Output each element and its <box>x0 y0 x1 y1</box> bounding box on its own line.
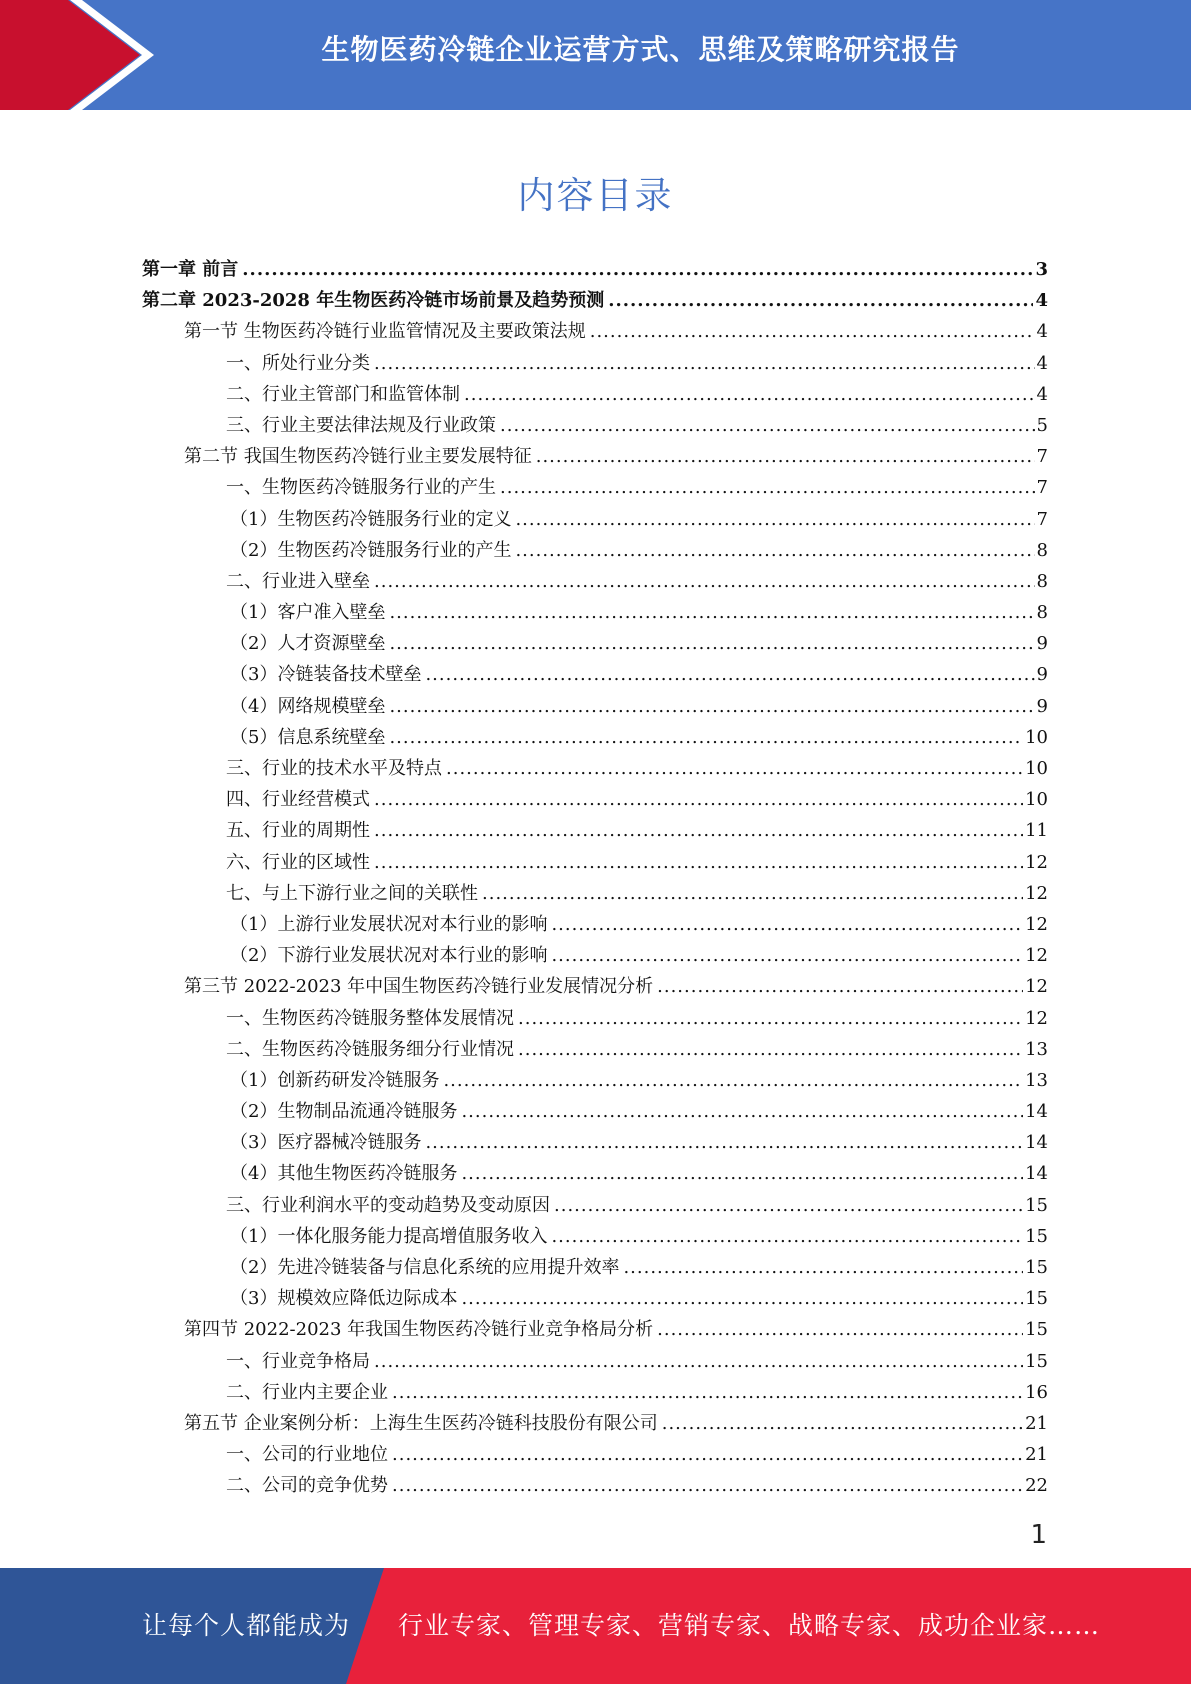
toc-leader-dots <box>443 1065 1023 1096</box>
toc-entry-page: 9 <box>1036 695 1048 717</box>
toc-leader-dots <box>389 628 1034 659</box>
toc-entry-page: 5 <box>1036 414 1048 436</box>
toc-leader-dots <box>374 815 1023 846</box>
toc-entry-page: 12 <box>1025 976 1048 998</box>
toc-entry[interactable] <box>142 597 1048 628</box>
toc-entry[interactable] <box>142 1439 1048 1470</box>
toc-entry-label: 一、公司的行业地位 <box>226 1444 388 1466</box>
toc-entry-label: 第二节 我国生物医药冷链行业主要发展特征 <box>184 446 532 468</box>
toc-leader-dots <box>461 1096 1023 1127</box>
toc-entry-label: 第三节 2022-2023 年中国生物医药冷链行业发展情况分析 <box>184 976 654 998</box>
toc-leader-dots <box>389 597 1034 628</box>
toc-leader-dots <box>392 1470 1023 1501</box>
toc-leader-dots <box>389 722 1023 753</box>
toc-entry[interactable] <box>142 1190 1048 1221</box>
toc-entry-page: 12 <box>1025 945 1048 967</box>
toc-entry-label: 第一章 前言 <box>142 259 239 280</box>
toc-entry[interactable] <box>142 1096 1048 1127</box>
toc-entry[interactable] <box>142 1377 1048 1408</box>
toc-leader-dots <box>482 878 1023 909</box>
toc-entry-label: 第一节 生物医药冷链行业监管情况及主要政策法规 <box>184 321 586 343</box>
toc-entry[interactable] <box>142 410 1048 441</box>
toc-entry[interactable] <box>142 1221 1048 1252</box>
footer-banner <box>0 1568 1191 1684</box>
toc-entry-page: 9 <box>1036 664 1048 686</box>
toc-entry-page: 15 <box>1025 1225 1048 1247</box>
toc-leader-dots <box>425 1127 1023 1158</box>
toc-entry[interactable] <box>142 504 1048 535</box>
toc-entry-label: 五、行业的周期性 <box>226 820 370 842</box>
footer-slogan-left: 让每个人都能成为 <box>142 1611 351 1640</box>
toc-entry-label: （1）一体化服务能力提高增值服务收入 <box>230 1225 548 1247</box>
toc-leader-dots <box>464 379 1035 410</box>
toc-leader-dots <box>518 1034 1023 1065</box>
table-of-contents <box>142 254 1048 1502</box>
toc-entry[interactable] <box>142 1283 1048 1314</box>
toc-entry[interactable] <box>142 847 1048 878</box>
toc-entry[interactable] <box>142 1470 1048 1501</box>
toc-leader-dots <box>551 909 1023 940</box>
toc-leader-dots <box>461 1158 1023 1189</box>
toc-entry-label: （4）网络规模壁垒 <box>230 695 386 717</box>
toc-entry-page: 16 <box>1025 1381 1048 1403</box>
toc-leader-dots <box>623 1252 1023 1283</box>
toc-entry-label: 一、所处行业分类 <box>226 352 370 374</box>
toc-entry-label: 三、行业利润水平的变动趋势及变动原因 <box>226 1194 550 1216</box>
page-number: 1 <box>1030 1520 1047 1550</box>
toc-entry-label: 二、行业进入壁垒 <box>226 570 370 592</box>
toc-entry[interactable] <box>142 691 1048 722</box>
toc-entry-label: （3）医疗器械冷链服务 <box>230 1132 422 1154</box>
toc-leader-dots <box>657 971 1023 1002</box>
toc-entry-page: 21 <box>1025 1412 1048 1434</box>
toc-entry-label: 一、生物医药冷链服务整体发展情况 <box>226 1007 514 1029</box>
toc-entry-label: （2）生物医药冷链服务行业的产生 <box>230 539 512 561</box>
toc-leader-dots <box>608 285 1033 316</box>
toc-entry-page: 7 <box>1036 477 1048 499</box>
toc-leader-dots <box>392 1377 1023 1408</box>
toc-leader-dots <box>374 348 1035 379</box>
toc-leader-dots <box>500 410 1035 441</box>
report-title: 生物医药冷链企业运营方式、思维及策略研究报告 <box>321 33 960 66</box>
toc-entry-label: 三、行业主要法律法规及行业政策 <box>226 414 496 436</box>
toc-leader-dots <box>657 1314 1023 1345</box>
toc-entry[interactable] <box>142 379 1048 410</box>
toc-leader-dots <box>392 1439 1023 1470</box>
toc-entry-label: 二、公司的竞争优势 <box>226 1475 388 1497</box>
toc-entry-label: （2）人才资源壁垒 <box>230 633 386 655</box>
toc-entry-label: 第四节 2022-2023 年我国生物医药冷链行业竞争格局分析 <box>184 1319 654 1341</box>
toc-entry-page: 10 <box>1025 789 1048 811</box>
toc-entry[interactable] <box>142 1346 1048 1377</box>
toc-entry-page: 15 <box>1025 1288 1048 1310</box>
toc-entry-label: 第五节 企业案例分析：上海生生医药冷链科技股份有限公司 <box>184 1412 658 1434</box>
toc-entry-page: 12 <box>1025 913 1048 935</box>
toc-entry-page: 4 <box>1036 321 1048 343</box>
toc-entry[interactable] <box>142 1065 1048 1096</box>
toc-entry-page: 11 <box>1025 820 1048 842</box>
toc-entry[interactable] <box>142 940 1048 971</box>
toc-entry-page: 14 <box>1025 1132 1048 1154</box>
toc-leader-dots <box>551 1221 1023 1252</box>
toc-entry[interactable] <box>142 971 1048 1002</box>
toc-leader-dots <box>515 504 1034 535</box>
toc-entry-label: 四、行业经营模式 <box>226 789 370 811</box>
toc-entry-label: 二、行业内主要企业 <box>226 1381 388 1403</box>
toc-entry-label: 第二章 2023-2028 年生物医药冷链市场前景及趋势预测 <box>142 290 605 312</box>
toc-entry-page: 10 <box>1025 726 1048 748</box>
toc-entry[interactable] <box>142 628 1048 659</box>
toc-heading: 内容目录 <box>517 174 674 217</box>
toc-entry-page: 14 <box>1025 1163 1048 1185</box>
toc-entry[interactable] <box>142 441 1048 472</box>
toc-entry-label: （1）客户准入壁垒 <box>230 602 386 624</box>
toc-entry-label: （4）其他生物医药冷链服务 <box>230 1163 458 1185</box>
toc-entry-label: （2）生物制品流通冷链服务 <box>230 1101 458 1123</box>
toc-entry[interactable] <box>142 472 1048 503</box>
toc-entry-page: 8 <box>1036 570 1048 592</box>
toc-leader-dots <box>242 254 1033 285</box>
toc-leader-dots <box>551 940 1023 971</box>
toc-entry-label: 一、行业竞争格局 <box>226 1350 370 1372</box>
header-arrow-graphic <box>0 0 160 110</box>
toc-leader-dots <box>515 535 1034 566</box>
toc-entry[interactable] <box>142 1003 1048 1034</box>
toc-entry-label: （3）冷链装备技术壁垒 <box>230 664 422 686</box>
footer-slogan-right: 行业专家、管理专家、营销专家、战略专家、成功企业家…… <box>398 1611 1101 1640</box>
toc-entry[interactable] <box>142 535 1048 566</box>
toc-entry-page: 15 <box>1025 1257 1048 1278</box>
toc-entry-page: 9 <box>1036 633 1048 655</box>
toc-entry[interactable] <box>142 909 1048 940</box>
toc-entry[interactable] <box>142 722 1048 753</box>
toc-entry[interactable] <box>142 1314 1048 1345</box>
toc-leader-dots <box>590 316 1035 347</box>
toc-entry-label: （2）下游行业发展状况对本行业的影响 <box>230 945 548 967</box>
toc-entry-page: 21 <box>1025 1444 1048 1466</box>
toc-leader-dots <box>446 753 1023 784</box>
toc-entry[interactable] <box>142 1408 1048 1439</box>
toc-entry[interactable] <box>142 1158 1048 1189</box>
toc-entry[interactable] <box>142 659 1048 690</box>
toc-entry-label: （5）信息系统壁垒 <box>230 726 386 748</box>
toc-entry[interactable] <box>142 1127 1048 1158</box>
toc-entry-page: 13 <box>1025 1069 1048 1091</box>
toc-leader-dots <box>536 441 1035 472</box>
toc-entry-page: 12 <box>1025 851 1048 873</box>
toc-entry-page: 8 <box>1036 539 1048 561</box>
toc-entry-page: 8 <box>1036 602 1048 624</box>
toc-entry-page: 14 <box>1025 1101 1048 1123</box>
toc-entry-label: 二、生物医药冷链服务细分行业情况 <box>226 1038 514 1060</box>
toc-entry-page: 22 <box>1025 1475 1048 1497</box>
toc-entry-label: （3）规模效应降低边际成本 <box>230 1288 458 1310</box>
toc-entry[interactable] <box>142 815 1048 846</box>
toc-entry-page: 4 <box>1036 383 1048 405</box>
toc-entry-page: 10 <box>1025 758 1048 779</box>
toc-entry-label: 三、行业的技术水平及特点 <box>226 758 442 779</box>
toc-leader-dots <box>554 1190 1023 1221</box>
toc-entry-page: 15 <box>1025 1194 1048 1216</box>
toc-entry-page: 12 <box>1025 1007 1048 1029</box>
toc-entry-page: 7 <box>1036 508 1048 530</box>
toc-entry-label: （1）上游行业发展状况对本行业的影响 <box>230 913 548 935</box>
toc-entry[interactable] <box>142 316 1048 347</box>
toc-entry-label: 七、与上下游行业之间的关联性 <box>226 882 478 904</box>
toc-entry-label: （1）生物医药冷链服务行业的定义 <box>230 508 512 530</box>
toc-leader-dots <box>374 847 1023 878</box>
toc-entry-label: 一、生物医药冷链服务行业的产生 <box>226 477 496 499</box>
toc-entry-label: （2）先进冷链装备与信息化系统的应用提升效率 <box>230 1257 620 1278</box>
toc-leader-dots <box>389 691 1034 722</box>
toc-leader-dots <box>374 566 1035 597</box>
toc-entry-label: 二、行业主管部门和监管体制 <box>226 383 460 405</box>
toc-entry[interactable] <box>142 348 1048 379</box>
header-banner <box>0 0 1191 110</box>
toc-entry[interactable] <box>142 784 1048 815</box>
toc-leader-dots <box>374 784 1023 815</box>
toc-entry-page: 4 <box>1035 290 1048 312</box>
toc-entry[interactable] <box>142 753 1048 784</box>
toc-entry[interactable] <box>142 1034 1048 1065</box>
toc-entry-label: 六、行业的区域性 <box>226 851 370 873</box>
toc-leader-dots <box>374 1346 1023 1377</box>
toc-entry-page: 12 <box>1025 882 1048 904</box>
toc-entry[interactable] <box>142 254 1048 285</box>
toc-entry[interactable] <box>142 1252 1048 1283</box>
toc-entry-page: 4 <box>1036 352 1048 374</box>
toc-entry[interactable] <box>142 878 1048 909</box>
toc-entry-page: 15 <box>1025 1350 1048 1372</box>
toc-entry-page: 13 <box>1025 1038 1048 1060</box>
toc-entry-page: 15 <box>1025 1319 1048 1341</box>
toc-leader-dots <box>662 1408 1023 1439</box>
toc-entry-page: 7 <box>1036 446 1048 468</box>
toc-leader-dots <box>500 472 1035 503</box>
toc-entry-label: （1）创新药研发冷链服务 <box>230 1069 440 1091</box>
toc-leader-dots <box>425 659 1034 690</box>
toc-entry[interactable] <box>142 566 1048 597</box>
toc-leader-dots <box>518 1003 1023 1034</box>
toc-entry[interactable] <box>142 285 1048 316</box>
toc-leader-dots <box>461 1283 1023 1314</box>
toc-entry-page: 3 <box>1035 259 1048 280</box>
